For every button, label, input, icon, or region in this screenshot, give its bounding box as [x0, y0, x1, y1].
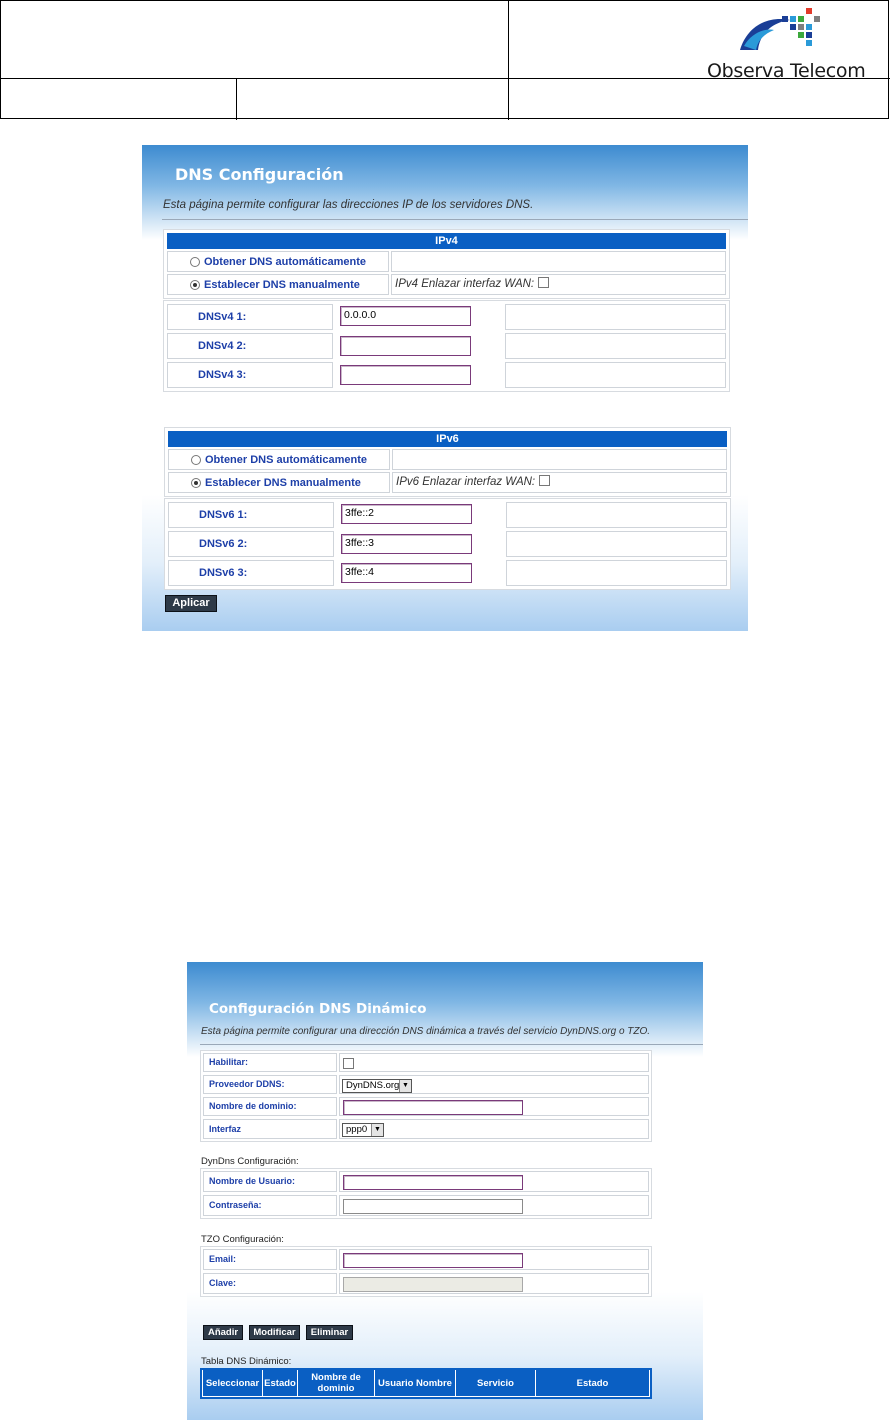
enable-label-cell: [203, 1053, 337, 1072]
provider-selected: DynDNS.org: [346, 1080, 400, 1091]
col-header-state: Estado: [263, 1370, 298, 1396]
empty-cell: [506, 531, 727, 557]
empty-cell: [392, 449, 727, 470]
dnsv6-3-input[interactable]: 3ffe::4: [341, 563, 472, 583]
dnsv6-1-label-cell: [168, 502, 334, 528]
interface-label-cell: [203, 1119, 337, 1139]
delete-button[interactable]: Eliminar: [306, 1325, 353, 1340]
password-label-cell: [203, 1195, 337, 1216]
key-label-cell: [203, 1273, 337, 1294]
ipv4-manual-option[interactable]: [167, 274, 389, 295]
ipv4-servers-box: [163, 300, 730, 392]
ddns-general-box: [200, 1050, 652, 1142]
dnsv4-3-label-cell: [167, 362, 333, 388]
dnsv4-3-label: DNSv4 3:: [198, 369, 247, 381]
dnsv6-2-label: DNSv6 2:: [199, 538, 248, 550]
divider: [162, 219, 748, 220]
dnsv6-1-label: DNSv6 1:: [199, 509, 248, 521]
empty-cell: [505, 333, 726, 359]
password-input[interactable]: [343, 1199, 523, 1214]
ipv4-auto-label: Obtener DNS automáticamente: [204, 256, 366, 268]
chevron-down-icon: ▼: [399, 1080, 411, 1092]
logo-text: Observa Telecom: [707, 60, 866, 82]
ipv6-auto-radio[interactable]: [191, 455, 201, 465]
enable-checkbox[interactable]: [343, 1058, 354, 1069]
ipv6-section-header: IPv6: [168, 431, 727, 447]
ipv4-auto-radio[interactable]: [190, 257, 200, 267]
ipv6-manual-radio[interactable]: [191, 478, 201, 488]
provider-label: Proveedor DDNS:: [209, 1079, 285, 1089]
username-value-cell: [339, 1171, 649, 1192]
ipv6-bind-wan-checkbox[interactable]: [539, 475, 550, 486]
interface-value-cell: [339, 1119, 649, 1139]
page-title: Configuración DNS Dinámico: [209, 1001, 427, 1017]
password-label: Contraseña:: [209, 1200, 262, 1210]
domain-input[interactable]: [343, 1100, 523, 1115]
ipv6-bind-wan-label: IPv6 Enlazar interfaz WAN:: [396, 476, 536, 488]
username-label: Nombre de Usuario:: [209, 1176, 296, 1186]
interface-selected: ppp0: [346, 1124, 368, 1135]
key-label: Clave:: [209, 1278, 237, 1288]
ipv4-section-header: IPv4: [167, 233, 726, 249]
eye-logo-icon: [700, 6, 870, 62]
ipv4-bind-wan-checkbox[interactable]: [538, 277, 549, 288]
dyndns-box: [200, 1168, 652, 1219]
empty-cell: [505, 304, 726, 330]
tzo-box: [200, 1246, 652, 1297]
ipv6-manual-option[interactable]: [168, 472, 390, 493]
ipv4-bind-wan-label: IPv4 Enlazar interfaz WAN:: [395, 278, 535, 290]
page-description: Esta página permite configurar las direcciones IP de los servidores DNS.: [163, 199, 534, 211]
dnsv4-2-input[interactable]: [340, 336, 471, 356]
password-value-cell: [339, 1195, 649, 1216]
key-input: [343, 1277, 523, 1292]
dnsv4-1-label: DNSv4 1:: [198, 311, 247, 323]
observa-telecom-logo: [700, 6, 870, 82]
provider-select[interactable]: [342, 1079, 412, 1093]
interface-select[interactable]: [342, 1123, 384, 1137]
provider-label-cell: [203, 1075, 337, 1094]
key-value-cell: [339, 1273, 649, 1294]
enable-value-cell: [339, 1053, 649, 1072]
email-input[interactable]: [343, 1253, 523, 1268]
ipv4-mode-box: [163, 229, 730, 299]
ipv6-auto-option[interactable]: [168, 449, 390, 470]
dnsv6-1-input[interactable]: 3ffe::2: [341, 504, 472, 524]
ipv4-manual-radio[interactable]: [190, 280, 200, 290]
col-header-domain: Nombre de dominio: [298, 1370, 375, 1396]
dnsv6-3-label: DNSv6 3:: [199, 567, 248, 579]
modify-button[interactable]: Modificar: [249, 1325, 300, 1340]
dnsv6-2-input[interactable]: 3ffe::3: [341, 534, 472, 554]
username-input[interactable]: [343, 1175, 523, 1190]
col-header-select: Seleccionar: [203, 1370, 263, 1396]
dns-config-panel: [142, 145, 748, 631]
empty-cell: [505, 362, 726, 388]
page-description: Esta página permite configurar una dirección DNS dinámica a través del servicio DynDNS.org o TZO.: [201, 1026, 651, 1037]
email-label: Email:: [209, 1254, 237, 1264]
dnsv4-1-label-cell: [167, 304, 333, 330]
ipv4-manual-label: Establecer DNS manualmente: [204, 279, 360, 291]
tzo-caption: TZO Configuración:: [201, 1234, 284, 1245]
ipv6-auto-label: Obtener DNS automáticamente: [205, 454, 367, 466]
enable-label: Habilitar:: [209, 1057, 249, 1067]
ddns-table-caption: Tabla DNS Dinámico:: [201, 1356, 292, 1367]
email-label-cell: [203, 1249, 337, 1270]
dnsv4-1-input[interactable]: 0.0.0.0: [340, 306, 471, 326]
ipv6-mode-box: [164, 427, 731, 497]
ddns-table: [200, 1368, 652, 1399]
header-divider: [236, 79, 237, 120]
domain-value-cell: [339, 1097, 649, 1116]
dnsv6-3-label-cell: [168, 560, 334, 586]
ipv6-manual-label: Establecer DNS manualmente: [205, 477, 361, 489]
dnsv4-2-label: DNSv4 2:: [198, 340, 247, 352]
chevron-down-icon: ▼: [371, 1124, 383, 1136]
ddns-config-panel: [187, 962, 703, 1420]
header-divider: [508, 1, 509, 120]
dnsv4-3-input[interactable]: [340, 365, 471, 385]
divider: [200, 1044, 703, 1045]
dnsv4-2-label-cell: [167, 333, 333, 359]
dnsv6-2-label-cell: [168, 531, 334, 557]
provider-value-cell: [339, 1075, 649, 1094]
col-header-status: Estado: [536, 1370, 649, 1396]
page-title: DNS Configuración: [175, 165, 344, 184]
ipv6-bind-wan-cell: [392, 472, 727, 493]
username-label-cell: [203, 1171, 337, 1192]
domain-label-cell: [203, 1097, 337, 1116]
col-header-service: Servicio: [456, 1370, 536, 1396]
ipv6-servers-box: [164, 498, 731, 590]
empty-cell: [506, 502, 727, 528]
apply-button[interactable]: Aplicar: [165, 595, 217, 612]
add-button[interactable]: Añadir: [203, 1325, 243, 1340]
interface-label: Interfaz: [209, 1124, 242, 1134]
ipv4-bind-wan-cell: [391, 274, 726, 295]
empty-cell: [391, 251, 726, 272]
email-value-cell: [339, 1249, 649, 1270]
col-header-username: Usuario Nombre: [375, 1370, 456, 1396]
ipv4-auto-option[interactable]: [167, 251, 389, 272]
empty-cell: [506, 560, 727, 586]
domain-label: Nombre de dominio:: [209, 1101, 297, 1111]
dyndns-caption: DynDns Configuración:: [201, 1156, 299, 1167]
